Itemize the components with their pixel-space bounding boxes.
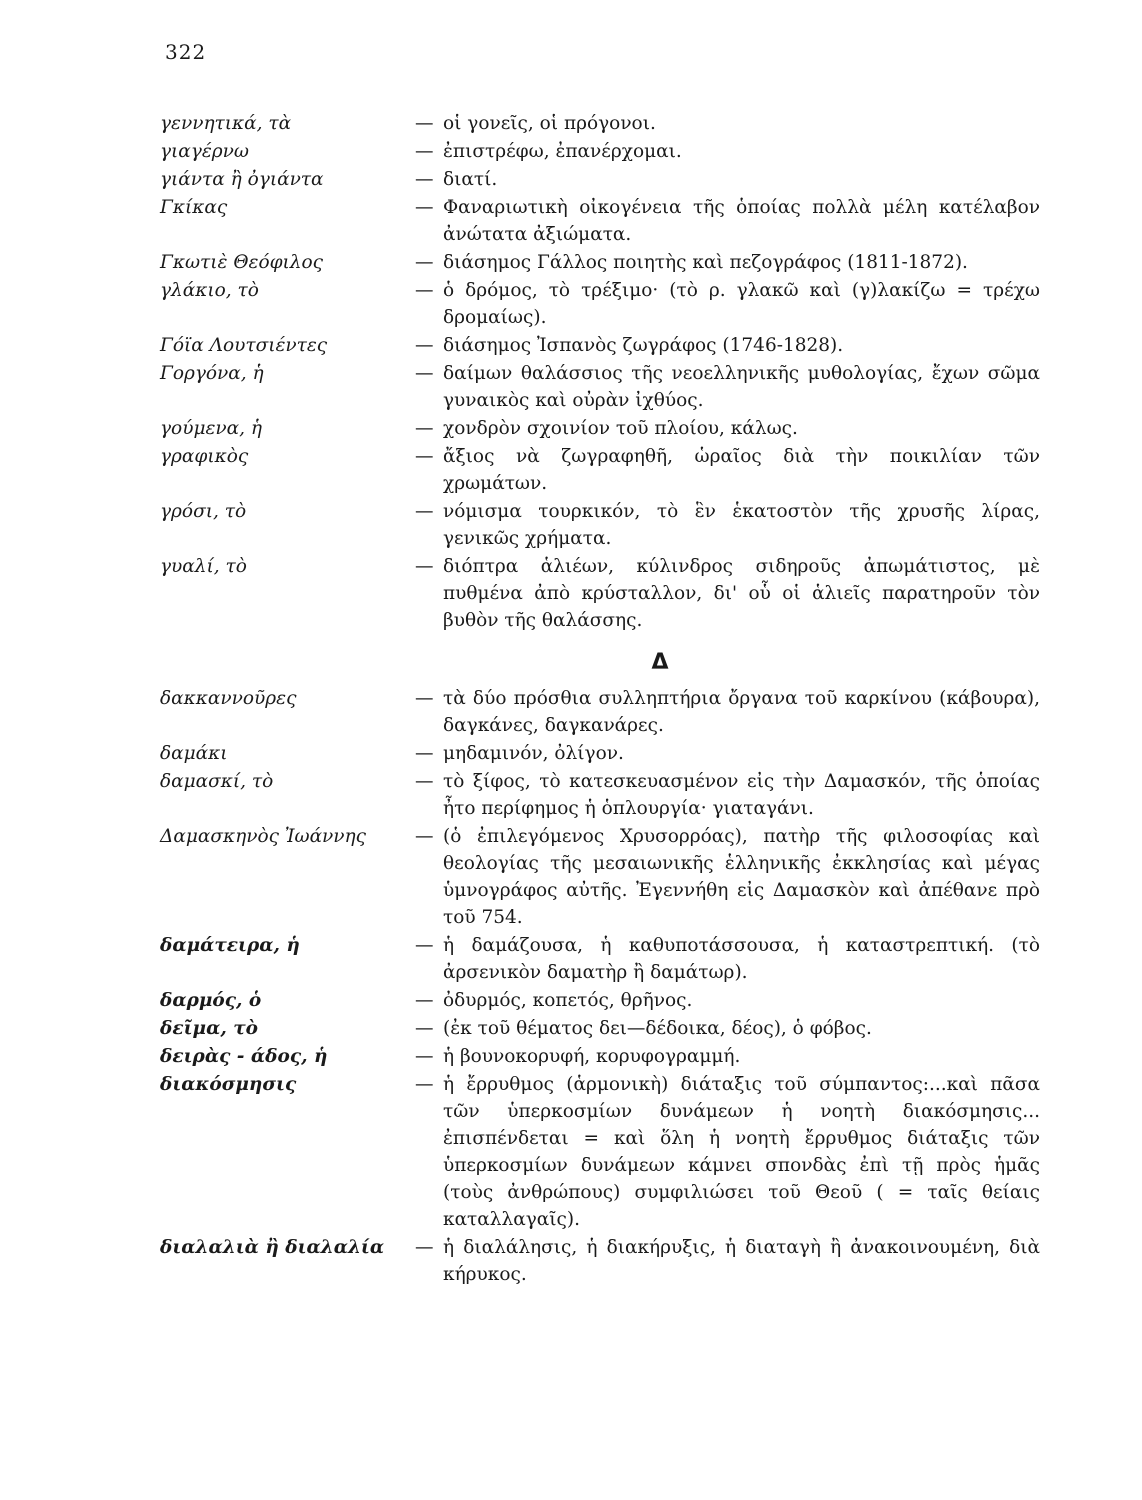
glossary-entry <box>160 360 1040 414</box>
entry-term: Δαμασκηνὸς Ἰωάννης <box>160 826 366 847</box>
entry-dash: — <box>415 363 434 384</box>
entry-definition-wrap <box>415 332 1040 359</box>
glossary-entry <box>160 277 1040 331</box>
entry-definition: ὀδυρμός, κοπετός, θρῆνος. <box>443 990 693 1011</box>
entry-definition-wrap <box>415 987 1040 1014</box>
entry-definition-wrap <box>415 740 1040 767</box>
glossary <box>160 110 1040 1289</box>
glossary-group-gamma <box>160 110 1040 634</box>
glossary-entry <box>160 110 1040 137</box>
entry-term: γιάντα ἢ ὀγιάντα <box>160 169 324 190</box>
glossary-entry <box>160 740 1040 767</box>
glossary-entry <box>160 138 1040 165</box>
entry-definition: ἡ δαμάζουσα, ἡ καθυποτάσσουσα, ἡ καταστρεπτική. (τὸ ἀρσενικὸν δαματὴρ ἢ δαμάτωρ). <box>443 935 1040 983</box>
entry-definition-wrap <box>415 138 1040 165</box>
entry-definition-wrap <box>415 553 1040 634</box>
entry-definition: τὰ δύο πρόσθια συλληπτήρια ὄργανα τοῦ καρκίνου (κάβουρα), δαγκάνες, δαγκανάρες. <box>443 688 1040 736</box>
glossary-entry <box>160 1015 1040 1042</box>
entry-term: δαρμός, ὁ <box>160 990 262 1011</box>
glossary-entry <box>160 443 1040 497</box>
entry-dash: — <box>415 280 434 301</box>
entry-term: δαμάτειρα, ἡ <box>160 935 300 956</box>
entry-term: δακκαννοῦρες <box>160 688 297 709</box>
entry-definition: δαίμων θαλάσσιος τῆς νεοελληνικῆς μυθολογίας, ἔχων σῶμα γυναικὸς καὶ οὐρὰν ἰχθύος. <box>443 363 1040 411</box>
entry-term: δεῖμα, τὸ <box>160 1018 258 1039</box>
entry-definition: διόπτρα ἁλιέων, κύλινδρος σιδηροῦς ἀπωμάτιστος, μὲ πυθμένα ἀπὸ κρύσταλλον, δι' οὗ οἱ ἁλιεῖς παρατηροῦν τὸν βυθὸν τῆς θαλάσσης. <box>443 556 1040 631</box>
entry-dash: — <box>415 556 434 577</box>
entry-definition-wrap <box>415 932 1040 986</box>
glossary-entry <box>160 553 1040 634</box>
entry-term: γυαλί, τὸ <box>160 556 247 577</box>
glossary-entry <box>160 685 1040 739</box>
entry-dash: — <box>415 935 434 956</box>
entry-definition-wrap <box>415 823 1040 931</box>
entry-definition: ὁ δρόμος, τὸ τρέξιμο· (τὸ ρ. γλακῶ καὶ (γ)λακίζω = τρέχω δρομαίως). <box>443 280 1040 328</box>
entry-definition-wrap <box>415 110 1040 137</box>
entry-definition-wrap <box>415 360 1040 414</box>
entry-term: διακόσμησις <box>160 1074 297 1095</box>
entry-definition-wrap <box>415 498 1040 552</box>
entry-definition: ἡ βουνοκορυφή, κορυφογραμμή. <box>443 1046 741 1067</box>
entry-definition: διάσημος Ἰσπανὸς ζωγράφος (1746-1828). <box>443 335 844 356</box>
glossary-entry <box>160 332 1040 359</box>
entry-definition: ἄξιος νὰ ζωγραφηθῆ, ὡραῖος διὰ τὴν ποικιλίαν τῶν χρωμάτων. <box>443 446 1040 494</box>
entry-definition-wrap <box>415 443 1040 497</box>
glossary-entry <box>160 1071 1040 1233</box>
glossary-entry <box>160 166 1040 193</box>
entry-definition-wrap <box>415 249 1040 276</box>
entry-definition: ἐπιστρέφω, ἐπανέρχομαι. <box>443 141 682 162</box>
entry-definition: μηδαμινόν, ὀλίγον. <box>443 743 624 764</box>
entry-dash: — <box>415 1018 434 1039</box>
entry-definition: ἡ ἔρρυθμος (ἁρμονικὴ) διάταξις τοῦ σύμπαντος:...καὶ πᾶσα τῶν ὑπερκοσμίων δυνάμεων ἡ νοητὴ διακόσμησις... ἐπισπένδεται = καὶ ὅλη ἡ νοητὴ ἔρρυθμος διάταξις τῶν ὑπερκοσμίων δυνάμεων κάμνει σπονδὰς ἐπὶ τῇ πρὸς ἡμᾶς (τοὺς ἀνθρώπους) συμφιλιώσει τοῦ Θεοῦ ( = ταῖς θείαις καταλλαγαῖς). <box>443 1074 1040 1230</box>
entry-definition: διατί. <box>443 169 498 190</box>
glossary-entry <box>160 1043 1040 1070</box>
entry-term: δαμασκί, τὸ <box>160 771 274 792</box>
entry-definition: διάσημος Γάλλος ποιητὴς καὶ πεζογράφος (1811-1872). <box>443 252 968 273</box>
entry-definition: (ὁ ἐπιλεγόμενος Χρυσορρόας), πατὴρ τῆς φιλοσοφίας καὶ θεολογίας τῆς μεσαιωνικῆς ἑλληνικῆς ἐκκλησίας καὶ μέγας ὑμνογράφος αὐτῆς. Ἐγεννήθη εἰς Δαμασκὸν καὶ ἀπέθανε πρὸ τοῦ 754. <box>443 826 1040 928</box>
page-number: 322 <box>165 40 207 64</box>
entry-definition: ἡ διαλάλησις, ἡ διακήρυξις, ἡ διαταγὴ ἢ ἀνακοινουμένη, διὰ κήρυκος. <box>443 1237 1040 1285</box>
entry-definition-wrap <box>415 1015 1040 1042</box>
glossary-entry <box>160 823 1040 931</box>
entry-definition: τὸ ξίφος, τὸ κατεσκευασμένον εἰς τὴν Δαμασκόν, τῆς ὁποίας ἦτο περίφημος ἡ ὁπλουργία· γιαταγάνι. <box>443 771 1040 819</box>
glossary-entry <box>160 932 1040 986</box>
glossary-entry <box>160 415 1040 442</box>
entry-term: Γόϊα Λουτσιέντες <box>160 335 328 356</box>
entry-definition-wrap <box>415 277 1040 331</box>
entry-dash: — <box>415 418 434 439</box>
entry-dash: — <box>415 197 434 218</box>
entry-definition-wrap <box>415 768 1040 822</box>
glossary-entry <box>160 194 1040 248</box>
entry-term: γραφικὸς <box>160 446 249 467</box>
glossary-entry <box>160 1234 1040 1288</box>
entry-term: Γοργόνα, ἡ <box>160 363 264 384</box>
entry-term: διαλαλιὰ ἢ διαλαλία <box>160 1237 385 1258</box>
glossary-entry <box>160 498 1040 552</box>
entry-dash: — <box>415 1046 434 1067</box>
entry-term: γούμενα, ἡ <box>160 418 262 439</box>
entry-dash: — <box>415 169 434 190</box>
glossary-entry <box>160 987 1040 1014</box>
entry-definition: χονδρὸν σχοινίον τοῦ πλοίου, κάλως. <box>443 418 798 439</box>
entry-dash: — <box>415 446 434 467</box>
entry-dash: — <box>415 771 434 792</box>
entry-definition-wrap <box>415 1043 1040 1070</box>
entry-dash: — <box>415 141 434 162</box>
entry-term: γρόσι, τὸ <box>160 501 247 522</box>
entry-term: Γκίκας <box>160 197 228 218</box>
entry-definition-wrap <box>415 415 1040 442</box>
entry-term: γιαγέρνω <box>160 141 249 162</box>
entry-dash: — <box>415 688 434 709</box>
entry-definition-wrap <box>415 685 1040 739</box>
entry-definition: Φαναριωτικὴ οἰκογένεια τῆς ὁποίας πολλὰ μέλη κατέλαβον ἀνώτατα ἀξιώματα. <box>443 197 1040 245</box>
entry-term: γλάκιο, τὸ <box>160 280 259 301</box>
entry-dash: — <box>415 1074 434 1095</box>
entry-term: γεννητικά, τὰ <box>160 113 292 134</box>
entry-definition: οἱ γονεῖς, οἱ πρόγονοι. <box>443 113 656 134</box>
entry-definition-wrap <box>415 166 1040 193</box>
entry-definition: (ἐκ τοῦ θέματος δει—δέδοικα, δέος), ὁ φόβος. <box>443 1018 872 1039</box>
entry-dash: — <box>415 335 434 356</box>
entry-term: δειρὰς - άδος, ἡ <box>160 1046 328 1067</box>
section-letter-delta: Δ <box>651 650 669 675</box>
entry-term: δαμάκι <box>160 743 228 764</box>
entry-definition: νόμισμα τουρκικόν, τὸ ἓν ἑκατοστὸν τῆς χρυσῆς λίρας, γενικῶς χρήματα. <box>443 501 1040 549</box>
entry-dash: — <box>415 1237 434 1258</box>
entry-dash: — <box>415 743 434 764</box>
glossary-group-delta <box>160 685 1040 1288</box>
entry-dash: — <box>415 990 434 1011</box>
entry-definition-wrap <box>415 1071 1040 1233</box>
entry-definition-wrap <box>415 194 1040 248</box>
entry-dash: — <box>415 252 434 273</box>
entry-definition-wrap <box>415 1234 1040 1288</box>
glossary-entry <box>160 768 1040 822</box>
entry-dash: — <box>415 826 434 847</box>
entry-dash: — <box>415 113 434 134</box>
entry-term: Γκωτιὲ Θεόφιλος <box>160 252 324 273</box>
entry-dash: — <box>415 501 434 522</box>
glossary-entry <box>160 249 1040 276</box>
